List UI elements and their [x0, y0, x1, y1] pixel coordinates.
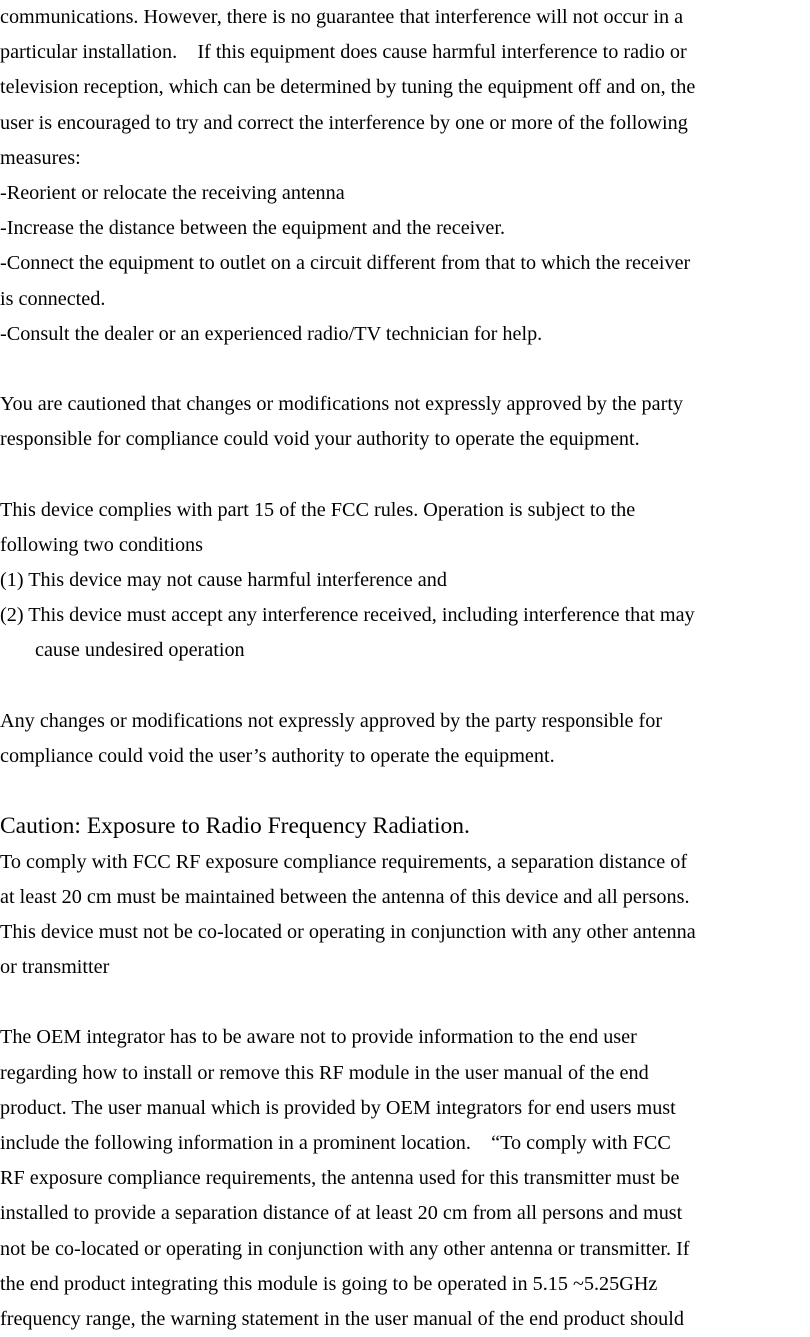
changes-warning-paragraph	[0, 704, 810, 774]
text-line: You are cautioned that changes or modifications not expressly approved by the party	[0, 393, 684, 416]
condition-item: (1) This device may not cause harmful interference and	[0, 569, 447, 591]
text-line: responsible for compliance could void your authority to operate the equipment.	[0, 428, 640, 451]
text-line: television reception, which can be determined by tuning the equipment off and on, the	[0, 76, 696, 99]
text-line: installed to provide a separation distance of at least 20 cm from all persons and must	[0, 1202, 683, 1225]
text-line: at least 20 cm must be maintained between the antenna of this device and all persons.	[0, 885, 690, 908]
paragraph-gap	[0, 669, 810, 704]
interference-paragraph	[0, 0, 810, 352]
text-line: or transmitter	[0, 956, 110, 979]
modification-warning-paragraph	[0, 387, 810, 457]
condition-item: (2) This device must accept any interference received, including interference that may	[0, 604, 695, 627]
text-line: regarding how to install or remove this RF module in the user manual of the end	[0, 1061, 649, 1084]
text-line: frequency range, the warning statement in the user manual of the end product should	[0, 1307, 684, 1330]
paragraph-gap	[0, 985, 810, 1020]
text-line: user is encouraged to try and correct the interference by one or more of the following	[0, 111, 688, 134]
text-line: communications. However, there is no guarantee that interference will not occur in a	[0, 6, 684, 28]
text-line: following two conditions	[0, 533, 203, 556]
text-line: product. The user manual which is provided by OEM integrators for end users must	[0, 1096, 676, 1119]
oem-integrator-paragraph	[0, 1020, 810, 1337]
text-line: compliance could void the user’s authority to operate the equipment.	[0, 744, 555, 767]
measure-item: -Reorient or relocate the receiving antenna	[0, 181, 345, 204]
condition-item-continuation: cause undesired operation	[35, 639, 245, 662]
text-line: This device must not be co-located or operating in conjunction with any other antenna	[0, 920, 696, 943]
caution-heading: Caution: Exposure to Radio Frequency Radiation.	[0, 813, 470, 840]
text-line: particular installation. If this equipment does cause harmful interference to radio or	[0, 41, 687, 64]
measure-item: -Connect the equipment to outlet on a circuit different from that to which the receiver	[0, 252, 691, 275]
text-line: measures:	[0, 146, 81, 169]
text-line: not be co-located or operating in conjunction with any other antenna or transmitter. If	[0, 1237, 690, 1260]
text-line: RF exposure compliance requirements, the antenna used for this transmitter must be	[0, 1167, 680, 1190]
text-line: Any changes or modifications not expressly approved by the party responsible for	[0, 709, 663, 732]
paragraph-gap	[0, 774, 810, 809]
text-line: is connected.	[0, 287, 106, 310]
fcc-part15-paragraph	[0, 493, 810, 669]
text-line: The OEM integrator has to be aware not to provide information to the end user	[0, 1026, 637, 1049]
paragraph-gap	[0, 352, 810, 387]
text-line: This device complies with part 15 of the FCC rules. Operation is subject to the	[0, 498, 636, 521]
text-line: To comply with FCC RF exposure compliance requirements, a separation distance of	[0, 850, 688, 873]
text-line: the end product integrating this module is going to be operated in 5.15 ~5.25GHz	[0, 1272, 658, 1295]
text-line: include the following information in a prominent location. “To comply with FCC	[0, 1132, 671, 1154]
measure-item: -Increase the distance between the equipment and the receiver.	[0, 217, 506, 240]
paragraph-gap	[0, 457, 810, 492]
rf-exposure-paragraph	[0, 845, 810, 986]
measure-item: -Consult the dealer or an experienced radio/TV technician for help.	[0, 322, 543, 345]
